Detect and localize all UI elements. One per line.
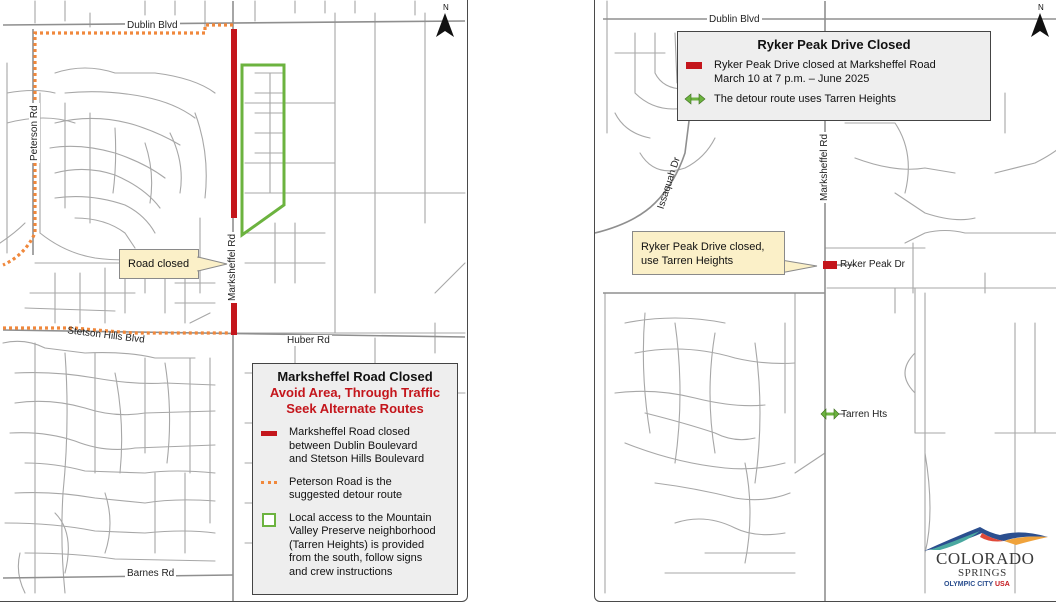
legend-access-line-2: Valley Preserve neighborhood — [289, 525, 436, 537]
legend-closure-line-3: and Stetson Hills Boulevard — [289, 453, 425, 465]
legend-item-detour — [253, 476, 457, 503]
left-legend-subtitle-1: Avoid Area, Through Traffic — [269, 385, 441, 400]
road-label-peterson: Peterson Rd — [29, 105, 40, 161]
legend-access-line-4: from the south, follow signs — [289, 552, 423, 564]
logo-colorado: COLORADO — [936, 549, 1035, 568]
legend-access-line-3: (Tarren Heights) is provided — [289, 538, 425, 551]
orange-dotted-symbol — [261, 481, 277, 484]
road-label-dublin: Dublin Blvd — [127, 20, 178, 31]
ryker-legend-line-2: March 10 at 7 p.m. – June 2025 — [714, 72, 870, 85]
road-label-barnes: Barnes Rd — [127, 568, 175, 579]
legend-closure-line-2: between Dublin Boulevard — [289, 439, 418, 452]
right-legend — [677, 31, 991, 121]
ryker-callout-line-2: use Tarren Heights — [641, 255, 734, 267]
legend-item-ryker-closure — [678, 59, 990, 86]
legend-closure-line-1: Marksheffel Road closed — [289, 426, 410, 438]
tarren-legend-text: The detour route uses Tarren Heights — [714, 93, 897, 105]
legend-detour-line-2: suggested detour route — [289, 489, 403, 501]
logo-tagline — [944, 581, 1010, 588]
ryker-legend-line-1: Ryker Peak Drive closed at Marksheffel Road — [714, 59, 936, 71]
road-label-marksheffel-right: Marksheffel Rd — [819, 133, 830, 201]
svg-text:N: N — [1038, 3, 1044, 12]
legend-access-line-5: and crew instructions — [289, 565, 393, 578]
road-label-dublin-right: Dublin Blvd — [709, 14, 760, 25]
legend-item-closure — [253, 426, 457, 467]
colorado-springs-logo — [920, 523, 1055, 595]
red-rect-symbol — [686, 62, 702, 69]
tarren-heights-access-area — [242, 65, 284, 235]
road-label-huber: Huber Rd — [287, 335, 330, 346]
road-label-tarren-hts: Tarren Hts — [841, 409, 888, 420]
legend-item-tarren-detour — [678, 93, 990, 107]
ryker-callout-line-1: Ryker Peak Drive closed, — [641, 241, 765, 253]
right-legend-title: Ryker Peak Drive Closed — [757, 37, 911, 52]
road-closed-callout-text: Road closed — [128, 258, 190, 270]
road-closed-callout — [119, 249, 199, 279]
left-legend — [252, 363, 458, 595]
peterson-detour-route — [3, 25, 233, 333]
logo-tagline-usa: USA — [994, 581, 1010, 588]
left-legend-subtitle-2: Seek Alternate Routes — [286, 401, 424, 416]
left-map-panel — [0, 0, 468, 602]
red-bar-symbol — [261, 431, 277, 436]
road-label-ryker-peak: Ryker Peak Dr — [840, 259, 906, 270]
north-arrow-icon — [1030, 1, 1050, 39]
logo-tagline-olympic: OLYMPIC CITY — [944, 581, 995, 588]
logo-springs: SPRINGS — [958, 567, 1007, 579]
svg-text:N: N — [443, 3, 449, 12]
green-square-symbol — [262, 513, 276, 527]
ryker-closed-callout — [632, 231, 785, 275]
road-label-stetson: Stetson Hills Blvd — [66, 325, 146, 346]
tarren-heights-detour-marker — [821, 409, 839, 419]
ryker-peak-closure-marker — [823, 261, 837, 269]
legend-detour-line-1: Peterson Road is the — [289, 475, 392, 488]
road-label-marksheffel: Marksheffel Rd — [227, 233, 238, 301]
legend-access-line-1: Local access to the Mountain — [289, 511, 432, 524]
legend-item-access — [253, 512, 457, 580]
north-arrow-icon — [435, 1, 455, 39]
road-label-issaquah: Issaquah Dr — [655, 155, 683, 211]
right-map-panel — [594, 0, 1056, 602]
left-legend-title: Marksheffel Road Closed — [277, 369, 433, 384]
